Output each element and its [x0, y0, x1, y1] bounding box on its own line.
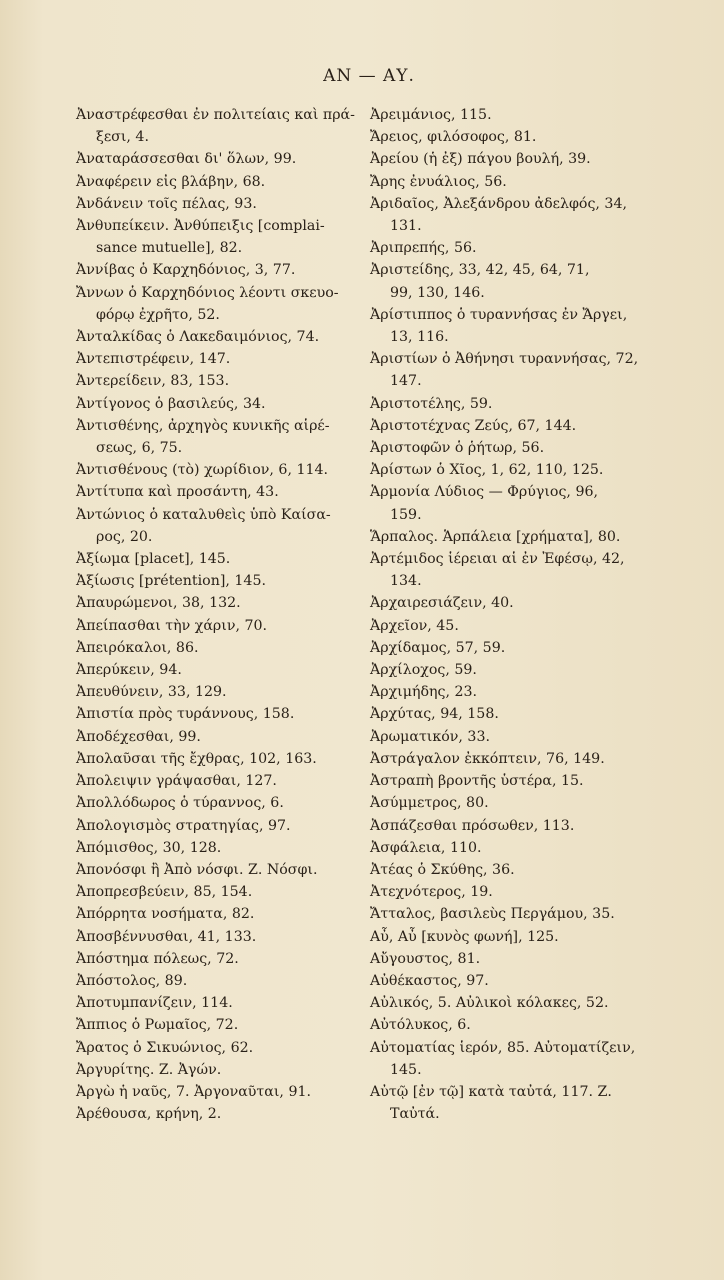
- index-entry: Ἀντίγονος ὁ βασιλεύς, 34.: [76, 395, 266, 412]
- index-entry: Ἀπόστολος, 89.: [76, 972, 188, 989]
- index-entry: Ἀρείου (ἡ ἐξ) πάγου βουλή, 39.: [370, 151, 591, 168]
- index-entry: Ἀριπρεπής, 56.: [370, 240, 477, 257]
- index-entry: Ἀπερύκειν, 94.: [76, 662, 182, 679]
- index-entry: Ἀρχίδαμος, 57, 59.: [370, 639, 506, 656]
- index-entry: Ἀντώνιος ὁ καταλυθεὶς ὑπὸ Καίσα-: [76, 506, 331, 523]
- index-entry: Αὐλικός, 5. Αὐλικοὶ κόλακες, 52.: [370, 995, 609, 1012]
- index-entry: Ἀποδέχεσθαι, 99.: [76, 728, 201, 745]
- index-entry-continuation: 13, 116.: [390, 329, 449, 346]
- index-entry: Αὐτοματίας ἱερόν, 85. Αὐτοματίζειν,: [370, 1039, 636, 1056]
- index-entry: Ἀρχύτας, 94, 158.: [370, 706, 499, 723]
- index-entry-continuation: 145.: [390, 1061, 422, 1078]
- index-entry: Αὐτόλυκος, 6.: [370, 1017, 471, 1034]
- index-entry: Ἀπολλόδωρος ὁ τύραννος, 6.: [76, 795, 284, 812]
- index-entry: Ἀρωματικόν, 33.: [370, 728, 490, 745]
- running-head: ΑΝ — ΑΥ.: [323, 66, 415, 86]
- index-entry: Ἀριδαῖος, Ἀλεξάνδρου ἀδελφός, 34,: [370, 195, 627, 212]
- index-entry: Ἀπείπασθαι τὴν χάριν, 70.: [76, 617, 268, 634]
- index-entry-continuation: ξεσι, 4.: [96, 129, 149, 146]
- index-entry: Ἀσφάλεια, 110.: [370, 839, 482, 856]
- index-entry-continuation: ρος, 20.: [96, 528, 153, 545]
- index-entry: Ἀργὼ ἡ ναῦς, 7. Ἀργοναῦται, 91.: [76, 1083, 312, 1100]
- index-entry: Ἄτταλος, βασιλεὺς Περγάμου, 35.: [370, 906, 615, 923]
- index-entry: Ἄρατος ὁ Σικυώνιος, 62.: [76, 1039, 254, 1056]
- index-entry: Ἀρειμάνιος, 115.: [370, 107, 492, 123]
- index-entry: Ἀναταράσσεσθαι δι' ὅλων, 99.: [76, 151, 297, 168]
- index-entry-continuation: sance mutuelle], 82.: [96, 240, 243, 257]
- index-entry: Ἀσύμμετρος, 80.: [370, 795, 489, 812]
- index-entry: Ἀστραπὴ βροντῆς ὑστέρα, 15.: [370, 773, 584, 790]
- index-entry: Ἅρπαλος. Ἁρπάλεια [χρήματα], 80.: [370, 528, 621, 545]
- index-entry: Ἀριστοτέλης, 59.: [370, 395, 493, 412]
- index-column-left: [76, 104, 368, 1125]
- index-entry-continuation: Ταὐτά.: [390, 1106, 440, 1123]
- index-entry: Ἀρχεῖον, 45.: [370, 617, 459, 634]
- index-entry: Ἀστράγαλον ἐκκόπτειν, 76, 149.: [370, 750, 605, 767]
- index-entry: Ἀντισθένους (τὸ) χωρίδιον, 6, 114.: [76, 462, 329, 479]
- index-entry: Ἀπονόσφι ἢ Ἀπὸ νόσφι. Ζ. Νόσφι.: [76, 861, 318, 878]
- index-entry: Ἀντερείδειν, 83, 153.: [76, 373, 230, 390]
- index-entry-continuation: 147.: [390, 373, 422, 390]
- index-entry-continuation: 131.: [390, 218, 422, 235]
- index-entry: Ἄρειος, φιλόσοφος, 81.: [370, 129, 537, 146]
- index-entry: Ἀννίβας ὁ Καρχηδόνιος, 3, 77.: [76, 262, 296, 279]
- index-entry: Ἀρίστιππος ὁ τυραννήσας ἐν Ἄργει,: [370, 306, 628, 323]
- index-entry: Ἀργυρίτης. Ζ. Ἀγών.: [76, 1061, 222, 1078]
- index-entry: Ἀποσβέννυσθαι, 41, 133.: [76, 928, 257, 945]
- index-entry: Ἀπιστία πρὸς τυράννους, 158.: [76, 706, 295, 723]
- index-entry: Ἀρίστων ὁ Χῖος, 1, 62, 110, 125.: [370, 462, 604, 479]
- index-entry: Ἀναστρέφεσθαι ἐν πολιτείαις καὶ πρά-: [76, 107, 355, 123]
- index-entry: Ἀτεχνότερος, 19.: [370, 884, 493, 901]
- index-entry: Ἀρχαιρεσιάζειν, 40.: [370, 595, 514, 612]
- index-entry: Ἀνταλκίδας ὁ Λακεδαιμόνιος, 74.: [76, 329, 320, 346]
- index-entry: Ἀπολαῦσαι τῆς ἔχθρας, 102, 163.: [76, 750, 317, 767]
- index-entry: Ἀντισθένης, ἀρχηγὸς κυνικῆς αἱρέ-: [76, 417, 330, 434]
- index-entry: Αὔγουστος, 81.: [370, 950, 481, 967]
- index-entry: Ἀτέας ὁ Σκύθης, 36.: [370, 861, 515, 878]
- index-entry: Ἀπόστημα πόλεως, 72.: [76, 950, 239, 967]
- index-entry-continuation: 99, 130, 146.: [390, 284, 485, 301]
- index-entry: Ἀριστείδης, 33, 42, 45, 64, 71,: [370, 262, 590, 279]
- index-entry: Ἀνδάνειν τοῖς πέλας, 93.: [76, 195, 257, 212]
- index-entry: Ἀντίτυπα καὶ προσάντη, 43.: [76, 484, 279, 501]
- index-entry: Ἀρχίλοχος, 59.: [370, 662, 477, 679]
- index-entry: Ἀριστοτέχνας Ζεύς, 67, 144.: [370, 417, 577, 434]
- index-entry: Ἄρης ἐνυάλιος, 56.: [370, 173, 507, 190]
- index-entry: Αὐθέκαστος, 97.: [370, 972, 489, 989]
- index-entry-continuation: σεως, 6, 75.: [96, 440, 183, 457]
- index-entry: Ἀξίωσις [prétention], 145.: [76, 573, 266, 590]
- index-entry-continuation: 134.: [390, 573, 422, 590]
- index-entry: Ἀρτέμιδος ἱέρειαι αἱ ἐν Ἐφέσῳ, 42,: [370, 551, 625, 568]
- index-entry: Αὐτῷ [ἐν τῷ] κατὰ ταὐτά, 117. Ζ.: [370, 1083, 612, 1100]
- index-entry: Ἀναφέρειν εἰς βλάβην, 68.: [76, 173, 266, 190]
- index-entry: Ἀπολογισμὸς στρατηγίας, 97.: [76, 817, 291, 834]
- index-entry: Ἁρμονία Λύδιος — Φρύγιος, 96,: [370, 484, 599, 501]
- index-entry: Ἀπαυρώμενοι, 38, 132.: [76, 595, 241, 612]
- index-entry: Ἀρέθουσα, κρήνη, 2.: [76, 1106, 222, 1123]
- index-entry: Ἀριστίων ὁ Ἀθήνησι τυραννήσας, 72,: [370, 351, 639, 368]
- index-entry: Ἀνθυπείκειν. Ἀνθύπειξις [complai-: [76, 218, 325, 235]
- index-entry: Αὖ, Αὖ [κυνὸς φωνή], 125.: [370, 928, 559, 945]
- index-entry: Ἀντεπιστρέφειν, 147.: [76, 351, 231, 368]
- index-entry: Ἀποπρεσβεύειν, 85, 154.: [76, 884, 253, 901]
- index-entry: Ἀποτυμπανίζειν, 114.: [76, 995, 233, 1012]
- index-entry: Ἀριστοφῶν ὁ ῥήτωρ, 56.: [370, 440, 545, 457]
- index-entry: Ἀρχιμήδης, 23.: [370, 684, 478, 701]
- index-entry: Ἀσπάζεσθαι πρόσωθεν, 113.: [370, 817, 575, 834]
- index-column-right: [370, 104, 680, 1125]
- index-entry: Ἀπόρρητα νοσήματα, 82.: [76, 906, 255, 923]
- index-entry: Ἀπολειψιν γράψασθαι, 127.: [76, 773, 277, 790]
- index-entry: Ἀπευθύνειν, 33, 129.: [76, 684, 227, 701]
- index-entry: Ἀπόμισθος, 30, 128.: [76, 839, 222, 856]
- index-entry: Ἄννων ὁ Καρχηδόνιος λέοντι σκευο-: [76, 284, 339, 301]
- index-entry-continuation: 159.: [390, 506, 422, 523]
- index-entry: Ἀξίωμα [placet], 145.: [76, 551, 231, 568]
- index-entry-continuation: φόρῳ ἐχρῆτο, 52.: [96, 306, 220, 323]
- index-entry: Ἀπειρόκαλοι, 86.: [76, 639, 199, 656]
- index-entry: Ἄππιος ὁ Ρωμαῖος, 72.: [76, 1017, 239, 1034]
